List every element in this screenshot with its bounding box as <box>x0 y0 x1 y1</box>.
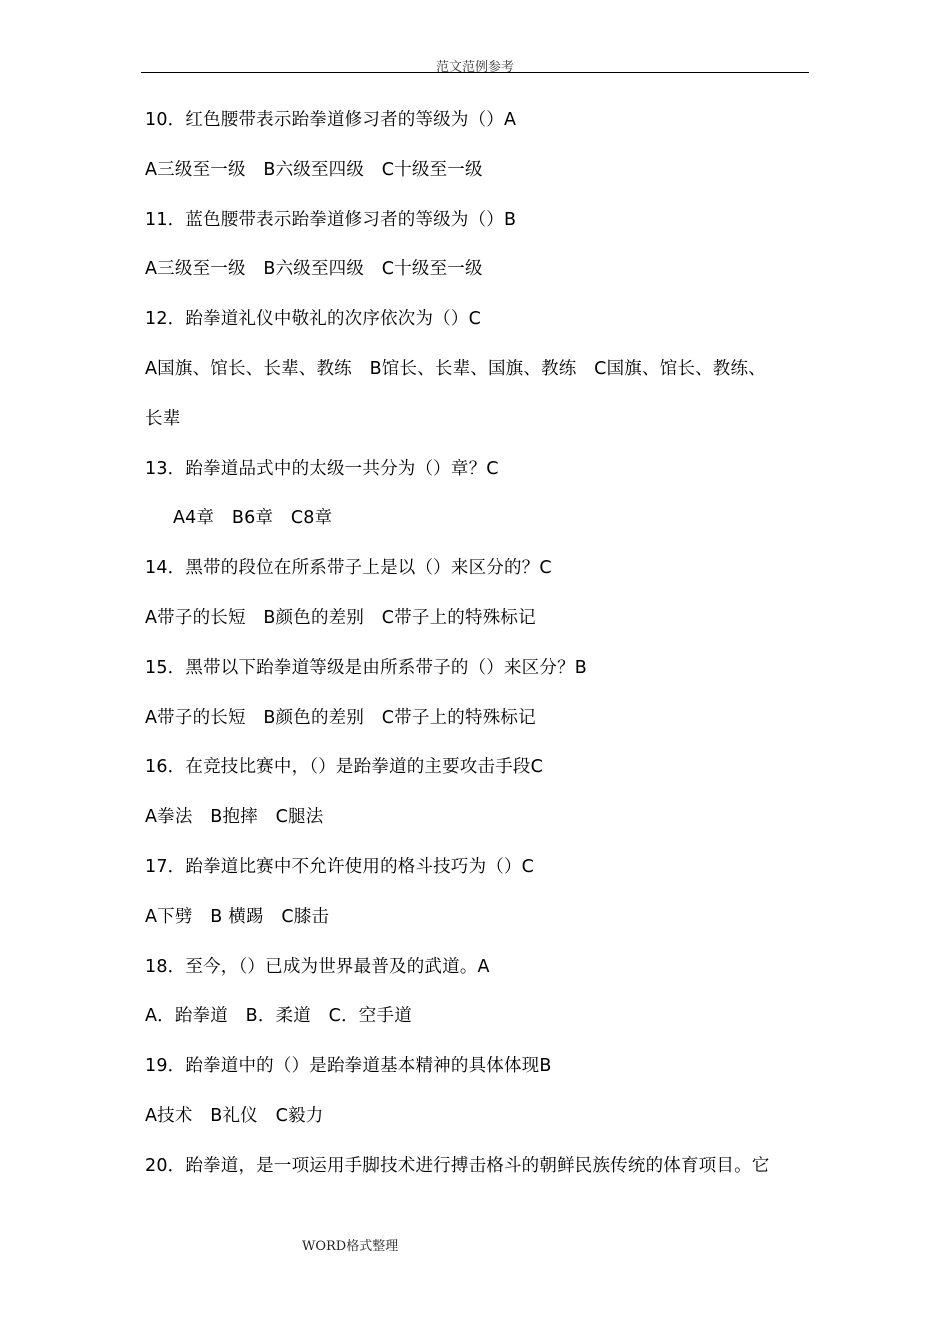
document-line: 20．跆拳道，是一项运用手脚技术进行搏击格斗的朝鲜民族传统的体育项目。它 <box>145 1155 770 1176</box>
document-line: A拳法 B抱摔 C腿法 <box>145 807 324 828</box>
document-line: 19．跆拳道中的（）是跆拳道基本精神的具体体现B <box>145 1056 552 1077</box>
document-line: A带子的长短 B颜色的差别 C带子上的特殊标记 <box>145 707 536 728</box>
document-line: A带子的长短 B颜色的差别 C带子上的特殊标记 <box>145 607 536 628</box>
header-divider <box>141 72 809 73</box>
document-line: A三级至一级 B六级至四级 C十级至一级 <box>145 159 483 180</box>
document-line: 17．跆拳道比赛中不允许使用的格斗技巧为（）C <box>145 856 535 877</box>
document-line: A．跆拳道 B．柔道 C．空手道 <box>145 1006 412 1027</box>
footer-label: WORD格式整理 <box>302 1239 399 1254</box>
document-line: 16．在竞技比赛中，（）是跆拳道的主要攻击手段C <box>145 757 544 778</box>
document-line: 12．跆拳道礼仪中敬礼的次序依次为（）C <box>145 309 481 330</box>
document-line: A三级至一级 B六级至四级 C十级至一级 <box>145 259 483 280</box>
document-line: 15．黑带以下跆拳道等级是由所系带子的（）来区分？B <box>145 657 587 678</box>
document-line: 长辈 <box>145 408 181 429</box>
document-line: A4章 B6章 C8章 <box>173 508 333 529</box>
document-line: A下劈 B 横踢 C膝击 <box>145 906 330 927</box>
header-title: 范文范例参考 <box>435 60 514 75</box>
document-line: 14．黑带的段位在所系带子上是以（）来区分的？C <box>145 558 552 579</box>
document-line: 11．蓝色腰带表示跆拳道修习者的等级为（）B <box>145 209 517 230</box>
document-line: A技术 B礼仪 C毅力 <box>145 1105 324 1126</box>
document-line: 10．红色腰带表示跆拳道修习者的等级为（）A <box>145 110 517 130</box>
document-line: 18．至今，（）已成为世界最普及的武道。A <box>145 956 490 977</box>
document-body <box>145 103 815 1199</box>
document-line: A国旗、馆长、长辈、教练 B馆长、长辈、国旗、教练 C国旗、馆长、教练、 <box>145 358 766 379</box>
document-line: 13．跆拳道品式中的太级一共分为（）章？C <box>145 458 499 479</box>
